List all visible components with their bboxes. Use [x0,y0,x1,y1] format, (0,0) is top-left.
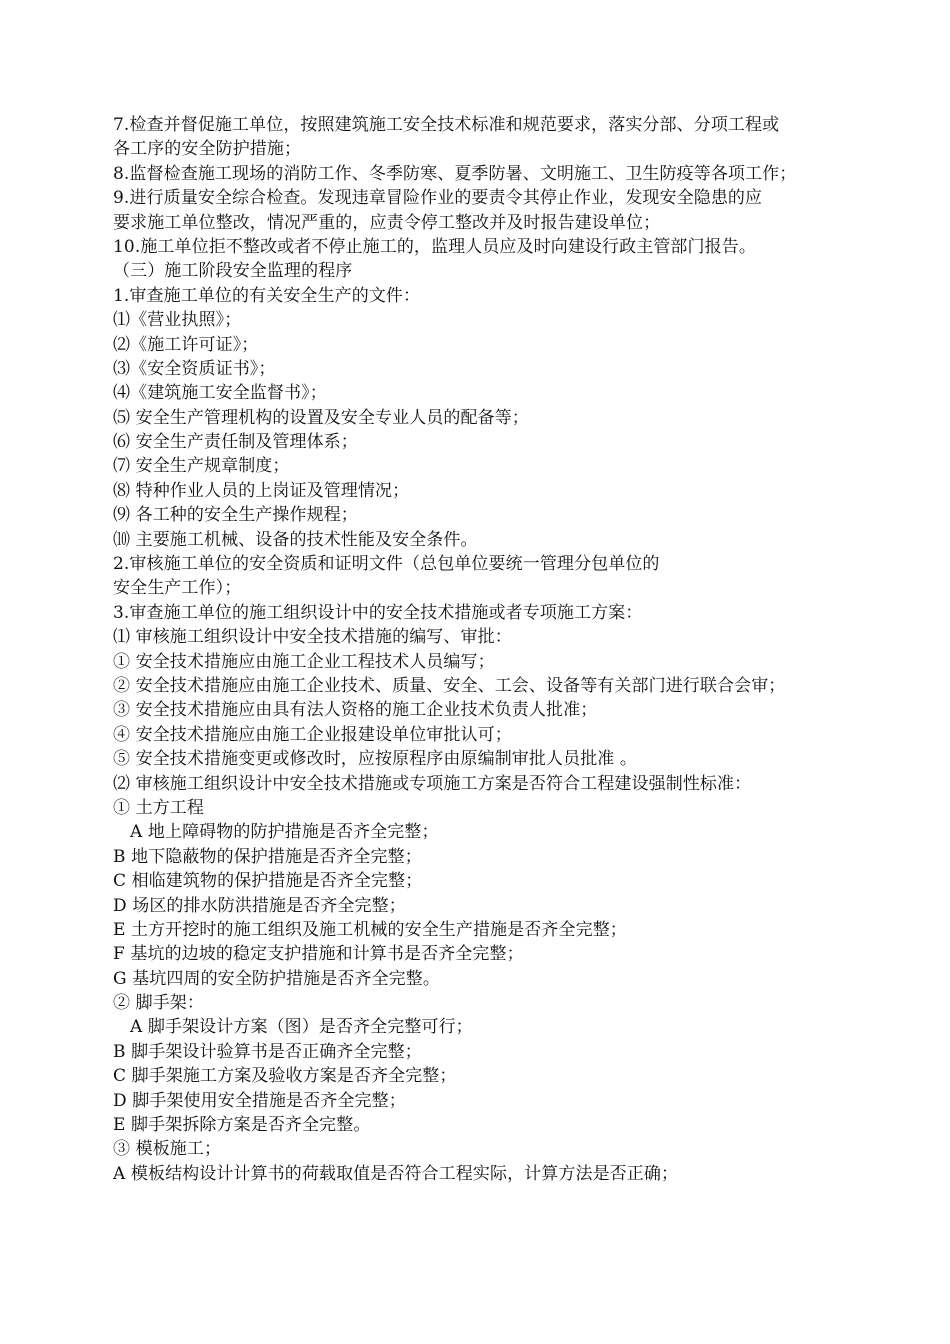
list-item: F 基坑的边坡的稳定支护措施和计算书是否齐全完整； [113,944,524,965]
list-item: ⑸ 安全生产管理机构的设置及安全专业人员的配备等； [113,407,529,428]
list-item: B 地下隐蔽物的保护措施是否齐全完整； [113,846,422,867]
list-item: E 土方开挖时的施工组织及施工机械的安全生产措施是否齐全完整； [113,919,627,940]
list-item: A 脚手架设计方案（图）是否齐全完整可行； [130,1017,473,1038]
list-item: B 脚手架设计验算书是否正确齐全完整； [113,1041,422,1062]
list-item: ② 安全技术措施应由施工企业技术、质量、安全、工会、设备等有关部门进行联合会审； [113,675,786,696]
list-item: C 脚手架施工方案及验收方案是否齐全完整； [113,1066,457,1087]
list-item: ⑵《施工许可证》； [113,334,259,355]
section-heading: （三）施工阶段安全监理的程序 [113,261,353,282]
text-line: 9.进行质量安全综合检查。发现违章冒险作业的要责令其停止作业，发现安全隐患的应 [113,188,763,209]
list-item: ⑺ 安全生产规章制度； [113,456,290,477]
text-line: 8.监督检查施工现场的消防工作、冬季防寒、夏季防暑、文明施工、卫生防疫等各项工作； [113,163,797,184]
list-item: ⑷《建筑施工安全监督书》； [113,383,327,404]
list-item: ⑻ 特种作业人员的上岗证及管理情况； [113,480,410,501]
list-item: D 脚手架使用安全措施是否齐全完整； [113,1090,406,1111]
text-line: 10.施工单位拒不整改或者不停止施工的，监理人员应及时向建设行政主管部门报告。 [113,236,756,257]
list-item: ⑤ 安全技术措施变更或修改时，应按原程序由原编制审批人员批准 。 [113,749,638,770]
list-item: ① 土方工程 [113,797,205,818]
list-item: D 场区的排水防洪措施是否齐全完整； [113,895,406,916]
list-item: E 脚手架拆除方案是否齐全完整。 [113,1115,371,1136]
list-item: A 地上障碍物的防护措施是否齐全完整； [130,822,439,843]
list-item: ④ 安全技术措施应由施工企业报建设单位审批认可； [113,724,512,745]
text-line: 7.检查并督促施工单位，按照建筑施工安全技术标准和规范要求，落实分部、分项工程或 [113,115,780,135]
text-line: 要求施工单位整改，情况严重的，应责令停工整改并及时报告建设单位； [113,212,661,233]
text-line: 3.审查施工单位的施工组织设计中的安全技术措施或者专项施工方案： [113,602,643,623]
list-item: ② 脚手架： [113,993,205,1014]
text-line: 1.审查施工单位的有关安全生产的文件： [113,285,421,306]
list-item: ⑶《安全资质证书》； [113,358,276,379]
list-item: ⑽ 主要施工机械、设备的技术性能及安全条件。 [113,529,478,550]
document-body [113,113,853,1186]
list-item: ③ 模板施工； [113,1139,222,1160]
list-item: ⑴ 审核施工组织设计中安全技术措施的编写、审批： [113,627,512,648]
text-line: 安全生产工作）； [113,578,242,599]
list-item: ① 安全技术措施应由施工企业工程技术人员编写； [113,651,495,672]
list-item: ⑴《营业执照》； [113,310,242,331]
list-item: ⑼ 各工种的安全生产操作规程； [113,505,358,526]
list-item: G 基坑四周的安全防护措施是否齐全完整。 [113,968,440,989]
list-item: ⑹ 安全生产责任制及管理体系； [113,432,358,453]
text-line: 各工序的安全防护措施； [113,139,302,160]
list-item: ⑵ 审核施工组织设计中安全技术措施或专项施工方案是否符合工程建设强制性标准： [113,773,752,794]
list-item: A 模板结构设计计算书的荷载取值是否符合工程实际，计算方法是否正确； [113,1163,679,1184]
list-item: C 相临建筑物的保护措施是否齐全完整； [113,871,423,892]
text-line: 2.审核施工单位的安全资质和证明文件（总包单位要统一管理分包单位的 [113,554,660,575]
list-item: ③ 安全技术措施应由具有法人资格的施工企业技术负责人批准； [113,700,598,721]
